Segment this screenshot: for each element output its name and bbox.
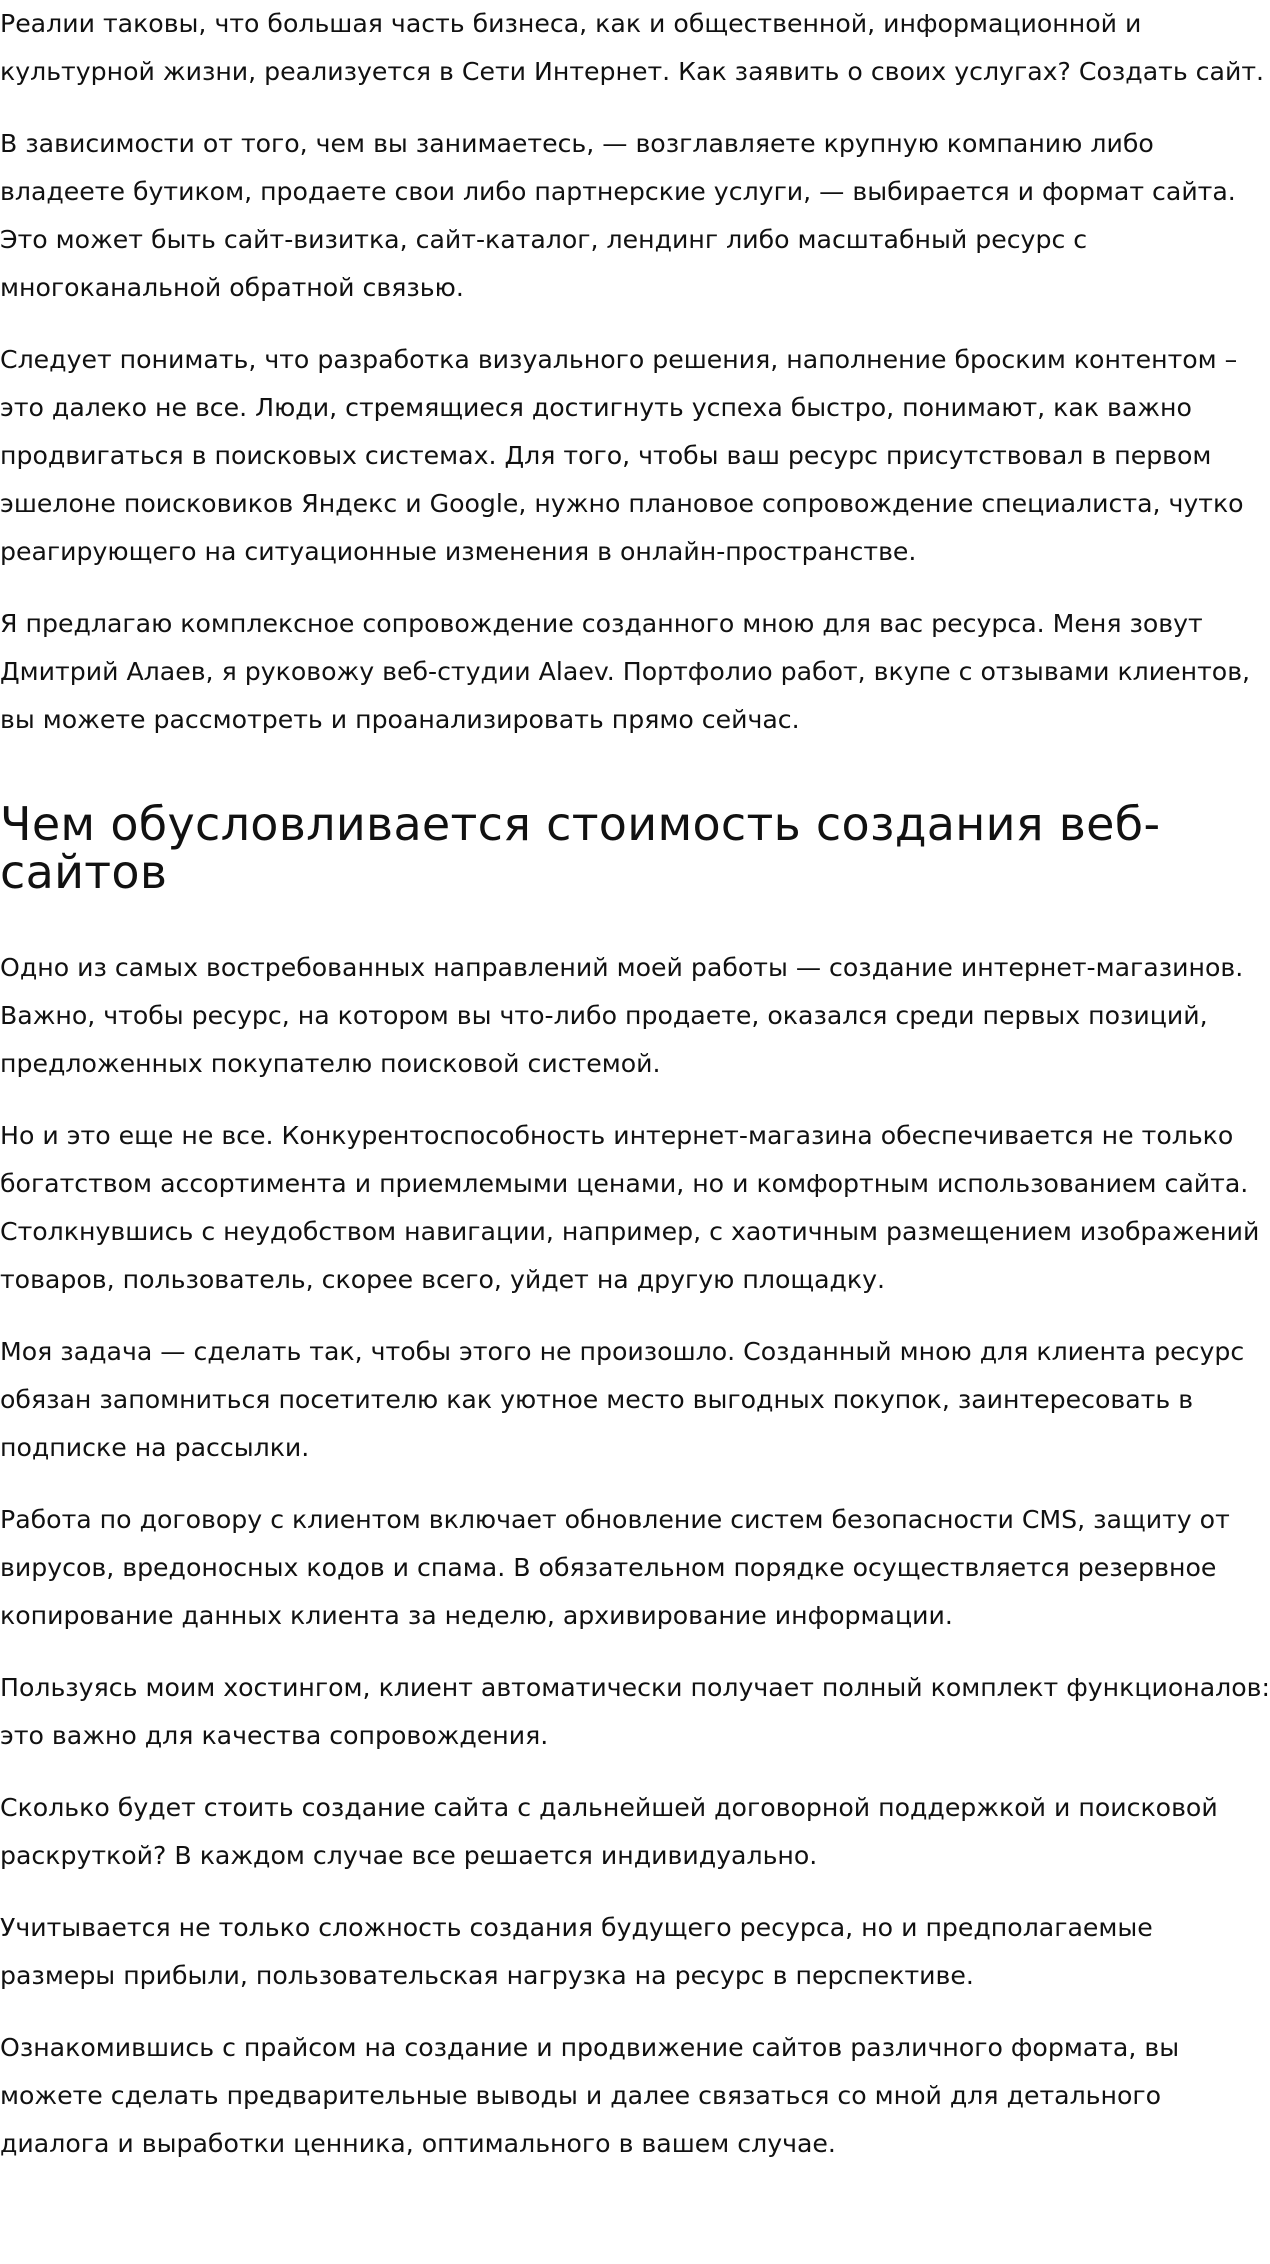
section-paragraph: Учитывается не только сложность создания будущего ресурса, но и предполагаемые размеры прибыли, пользовательская нагрузка на ресурс в перспективе. [0, 1913, 1153, 1990]
section-paragraph: Одно из самых востребованных направлений моей работы — создание интернет-магазинов. Важно, чтобы ресурс, на котором вы что-либо продаете, оказался среди первых позиций, предложенных покупателю поисковой системой. [0, 953, 1244, 1078]
section-paragraph: Пользуясь моим хостингом, клиент автоматически получает полный комплект функционалов: это важно для качества сопровождения. [0, 1673, 1270, 1750]
section-paragraph: Моя задача — сделать так, чтобы этого не произошло. Созданный мною для клиента ресурс обязан запомниться посетителю как уютное место выгодных покупок, заинтересовать в подписке на рассылки. [0, 1337, 1245, 1462]
intro-paragraph: Следует понимать, что разработка визуального решения, наполнение броским контентом – это далеко не все. Люди, стремящиеся достигнуть успеха быстро, понимают, как важно продвигаться в поисковых системах. Для того, чтобы ваш ресурс присутствовал в первом эшелоне поисковиков Яндекс и Google, нужно плановое сопровождение специалиста, чутко реагирующего на ситуационные изменения в онлайн-пространстве. [0, 345, 1244, 566]
section-paragraph: Ознакомившись с прайсом на создание и продвижение сайтов различного формата, вы можете сделать предварительные выводы и далее связаться со мной для детального диалога и выработки ценника, оптимального в вашем случае. [0, 2033, 1180, 2158]
section-heading: Чем обусловливается стоимость создания веб-сайтов [0, 797, 1161, 899]
section-paragraph: Но и это еще не все. Конкурентоспособность интернет-магазина обеспечивается не только богатством ассортимента и приемлемыми ценами, но и комфортным использованием сайта. Столкнувшись с неудобством навигации, например, с хаотичным размещением изображений товаров, пользователь, скорее всего, уйдет на другую площадку. [0, 1121, 1260, 1294]
intro-paragraph: Реалии таковы, что большая часть бизнеса, как и общественной, информационной и культурной жизни, реализуется в Сети Интернет. Как заявить о своих услугах? Создать сайт. [0, 9, 1264, 86]
intro-paragraph: В зависимости от того, чем вы занимаетесь, — возглавляете крупную компанию либо владеете бутиком, продаете свои либо партнерские услуги, — выбирается и формат сайта. Это может быть сайт-визитка, сайт-каталог, лендинг либо масштабный ресурс с многоканальной обратной связью. [0, 129, 1236, 302]
section-paragraph: Сколько будет стоить создание сайта с дальнейшей договорной поддержкой и поисковой раскруткой? В каждом случае все решается индивидуально. [0, 1793, 1218, 1870]
intro-paragraph: Я предлагаю комплексное сопровождение созданного мною для вас ресурса. Меня зовут Дмитрий Алаев, я руковожу веб-студии Alaev. Портфолио работ, вкупе с отзывами клиентов, вы можете рассмотреть и проанализировать прямо сейчас. [0, 609, 1251, 734]
section-paragraph: Работа по договору с клиентом включает обновление систем безопасности CMS, защиту от вирусов, вредоносных кодов и спама. В обязательном порядке осуществляется резервное копирование данных клиента за неделю, архивирование информации. [0, 1505, 1230, 1630]
